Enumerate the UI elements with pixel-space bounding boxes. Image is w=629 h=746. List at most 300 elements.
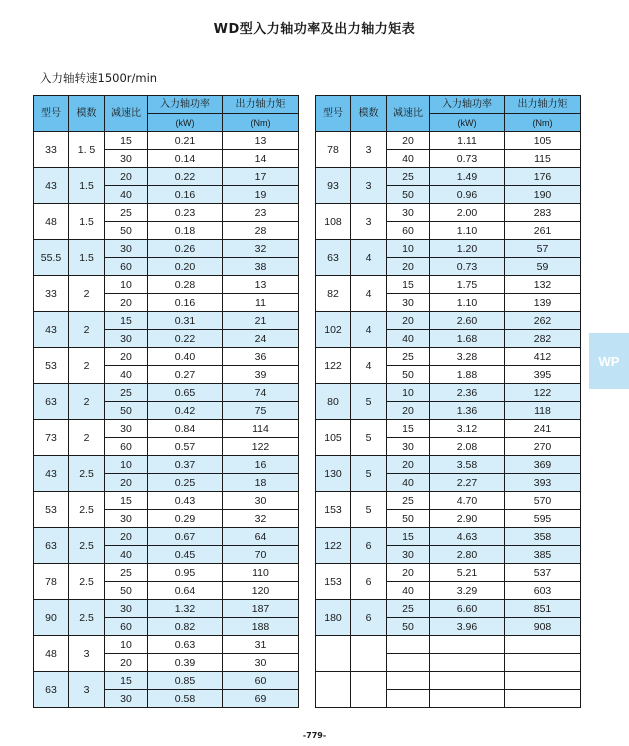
table-row xyxy=(316,348,581,366)
input-power-cell: 2.80 xyxy=(430,546,505,564)
ratio-cell: 10 xyxy=(387,240,430,258)
output-torque-cell: 28 xyxy=(223,222,299,240)
header-model: 型号 xyxy=(34,96,69,132)
header-module: 模数 xyxy=(69,96,105,132)
input-power-cell: 0.14 xyxy=(148,150,223,168)
output-torque-cell: 39 xyxy=(223,366,299,384)
module-cell: 5 xyxy=(351,456,387,492)
input-power-cell: 0.27 xyxy=(148,366,223,384)
table-row xyxy=(316,276,581,294)
header-module: 模数 xyxy=(351,96,387,132)
ratio-cell: 30 xyxy=(105,510,148,528)
input-power-cell: 0.20 xyxy=(148,258,223,276)
input-power-cell: 0.73 xyxy=(430,258,505,276)
input-power-cell: 0.45 xyxy=(148,546,223,564)
module-cell: 2.5 xyxy=(69,600,105,636)
empty-cell xyxy=(505,654,581,672)
table-row xyxy=(316,456,581,474)
ratio-cell: 30 xyxy=(105,690,148,708)
output-torque-cell: 30 xyxy=(223,654,299,672)
output-torque-cell: 851 xyxy=(505,600,581,618)
table-row xyxy=(316,240,581,258)
model-cell: 55.5 xyxy=(34,240,69,276)
model-cell: 153 xyxy=(316,564,351,600)
ratio-cell: 30 xyxy=(387,294,430,312)
input-power-cell: 0.18 xyxy=(148,222,223,240)
input-power-cell: 0.63 xyxy=(148,636,223,654)
input-power-cell: 1.10 xyxy=(430,222,505,240)
output-torque-cell: 64 xyxy=(223,528,299,546)
table-row xyxy=(316,384,581,402)
module-cell: 6 xyxy=(351,528,387,564)
module-cell: 2.5 xyxy=(69,492,105,528)
ratio-cell: 20 xyxy=(387,456,430,474)
input-power-cell: 2.08 xyxy=(430,438,505,456)
page-number: -779- xyxy=(302,731,327,740)
page-title: WD型入力轴功率及出力轴力矩表 xyxy=(213,22,416,37)
output-torque-cell: 13 xyxy=(223,276,299,294)
output-torque-cell: 139 xyxy=(505,294,581,312)
module-cell: 2 xyxy=(69,348,105,384)
header-output-torque: 出力轴力矩 xyxy=(223,96,299,114)
output-torque-cell: 270 xyxy=(505,438,581,456)
module-cell: 2 xyxy=(69,312,105,348)
module-cell: 4 xyxy=(351,240,387,276)
output-torque-cell: 11 xyxy=(223,294,299,312)
output-torque-cell: 18 xyxy=(223,474,299,492)
empty-cell xyxy=(316,672,351,708)
model-cell: 78 xyxy=(316,132,351,168)
power-torque-table-left xyxy=(33,95,299,708)
ratio-cell: 20 xyxy=(387,564,430,582)
input-power-cell: 3.28 xyxy=(430,348,505,366)
header-output-torque-unit: (Nm) xyxy=(505,114,581,132)
output-torque-cell: 132 xyxy=(505,276,581,294)
output-torque-cell: 283 xyxy=(505,204,581,222)
table-body-left xyxy=(34,132,299,708)
output-torque-cell: 110 xyxy=(223,564,299,582)
input-power-cell: 0.95 xyxy=(148,564,223,582)
model-cell: 122 xyxy=(316,348,351,384)
empty-cell xyxy=(430,690,505,708)
input-power-cell: 2.90 xyxy=(430,510,505,528)
input-power-cell: 1.75 xyxy=(430,276,505,294)
input-power-cell: 6.60 xyxy=(430,600,505,618)
input-power-cell: 0.85 xyxy=(148,672,223,690)
ratio-cell: 50 xyxy=(387,186,430,204)
input-power-cell: 0.65 xyxy=(148,384,223,402)
input-power-cell: 3.12 xyxy=(430,420,505,438)
ratio-cell: 50 xyxy=(387,510,430,528)
model-cell: 73 xyxy=(34,420,69,456)
header-input-power-unit: (kW) xyxy=(430,114,505,132)
ratio-cell: 30 xyxy=(105,150,148,168)
input-power-cell: 0.16 xyxy=(148,186,223,204)
ratio-cell: 20 xyxy=(105,528,148,546)
ratio-cell: 50 xyxy=(105,402,148,420)
header-ratio: 减速比 xyxy=(387,96,430,132)
output-torque-cell: 21 xyxy=(223,312,299,330)
module-cell: 4 xyxy=(351,276,387,312)
ratio-cell: 40 xyxy=(387,582,430,600)
output-torque-cell: 261 xyxy=(505,222,581,240)
output-torque-cell: 393 xyxy=(505,474,581,492)
ratio-cell: 30 xyxy=(105,420,148,438)
empty-cell xyxy=(351,636,387,672)
model-cell: 63 xyxy=(34,672,69,708)
input-power-cell: 1.10 xyxy=(430,294,505,312)
model-cell: 63 xyxy=(34,384,69,420)
model-cell: 122 xyxy=(316,528,351,564)
ratio-cell: 30 xyxy=(387,438,430,456)
input-power-cell: 0.21 xyxy=(148,132,223,150)
model-cell: 33 xyxy=(34,276,69,312)
header-input-power: 入力轴功率 xyxy=(148,96,223,114)
empty-cell xyxy=(505,690,581,708)
output-torque-cell: 118 xyxy=(505,402,581,420)
ratio-cell: 60 xyxy=(105,438,148,456)
input-power-cell: 1.20 xyxy=(430,240,505,258)
output-torque-cell: 395 xyxy=(505,366,581,384)
input-power-cell: 0.82 xyxy=(148,618,223,636)
input-power-cell: 2.60 xyxy=(430,312,505,330)
module-cell: 1.5 xyxy=(69,204,105,240)
table-row xyxy=(34,132,299,150)
output-torque-cell: 75 xyxy=(223,402,299,420)
module-cell: 3 xyxy=(69,636,105,672)
input-speed-caption: 入力轴转速1500r/min xyxy=(40,71,158,85)
output-torque-cell: 190 xyxy=(505,186,581,204)
output-torque-cell: 114 xyxy=(223,420,299,438)
empty-cell xyxy=(430,672,505,690)
output-torque-cell: 17 xyxy=(223,168,299,186)
ratio-cell: 30 xyxy=(387,546,430,564)
module-cell: 2 xyxy=(69,420,105,456)
ratio-cell: 15 xyxy=(105,492,148,510)
output-torque-cell: 19 xyxy=(223,186,299,204)
ratio-cell: 25 xyxy=(105,384,148,402)
output-torque-cell: 122 xyxy=(505,384,581,402)
ratio-cell: 60 xyxy=(105,618,148,636)
input-power-cell: 0.96 xyxy=(430,186,505,204)
module-cell: 2 xyxy=(69,384,105,420)
table-row xyxy=(316,528,581,546)
model-cell: 33 xyxy=(34,132,69,168)
table-row xyxy=(316,492,581,510)
module-cell: 6 xyxy=(351,600,387,636)
output-torque-cell: 115 xyxy=(505,150,581,168)
table-row xyxy=(316,168,581,186)
table-row xyxy=(34,312,299,330)
input-power-cell: 4.70 xyxy=(430,492,505,510)
model-cell: 82 xyxy=(316,276,351,312)
module-cell: 6 xyxy=(351,564,387,600)
table-row xyxy=(34,240,299,258)
input-power-cell: 0.84 xyxy=(148,420,223,438)
model-cell: 43 xyxy=(34,456,69,492)
ratio-cell: 40 xyxy=(387,330,430,348)
ratio-cell: 20 xyxy=(105,348,148,366)
module-cell: 1.5 xyxy=(69,240,105,276)
output-torque-cell: 120 xyxy=(223,582,299,600)
empty-cell xyxy=(316,636,351,672)
module-cell: 3 xyxy=(351,204,387,240)
empty-row xyxy=(316,636,581,654)
input-power-cell: 0.43 xyxy=(148,492,223,510)
model-cell: 43 xyxy=(34,312,69,348)
model-cell: 48 xyxy=(34,204,69,240)
input-power-cell: 0.31 xyxy=(148,312,223,330)
input-power-cell: 0.23 xyxy=(148,204,223,222)
ratio-cell: 20 xyxy=(105,474,148,492)
empty-cell xyxy=(351,672,387,708)
empty-cell xyxy=(387,636,430,654)
ratio-cell: 15 xyxy=(387,276,430,294)
ratio-cell: 25 xyxy=(105,564,148,582)
model-cell: 48 xyxy=(34,636,69,672)
empty-row xyxy=(316,672,581,690)
ratio-cell: 25 xyxy=(387,492,430,510)
module-cell: 5 xyxy=(351,420,387,456)
output-torque-cell: 59 xyxy=(505,258,581,276)
ratio-cell: 40 xyxy=(387,474,430,492)
output-torque-cell: 24 xyxy=(223,330,299,348)
ratio-cell: 20 xyxy=(387,312,430,330)
ratio-cell: 25 xyxy=(387,168,430,186)
output-torque-cell: 32 xyxy=(223,510,299,528)
module-cell: 2.5 xyxy=(69,456,105,492)
ratio-cell: 50 xyxy=(387,366,430,384)
input-power-cell: 2.27 xyxy=(430,474,505,492)
output-torque-cell: 31 xyxy=(223,636,299,654)
output-torque-cell: 57 xyxy=(505,240,581,258)
table-row xyxy=(34,420,299,438)
output-torque-cell: 358 xyxy=(505,528,581,546)
output-torque-cell: 13 xyxy=(223,132,299,150)
model-cell: 180 xyxy=(316,600,351,636)
model-cell: 108 xyxy=(316,204,351,240)
input-power-cell: 0.16 xyxy=(148,294,223,312)
table-row xyxy=(34,672,299,690)
output-torque-cell: 32 xyxy=(223,240,299,258)
output-torque-cell: 105 xyxy=(505,132,581,150)
table-row xyxy=(316,600,581,618)
output-torque-cell: 187 xyxy=(223,600,299,618)
output-torque-cell: 38 xyxy=(223,258,299,276)
input-power-cell: 3.58 xyxy=(430,456,505,474)
ratio-cell: 40 xyxy=(105,546,148,564)
module-cell: 2.5 xyxy=(69,564,105,600)
table-row xyxy=(34,636,299,654)
output-torque-cell: 23 xyxy=(223,204,299,222)
input-power-cell: 0.26 xyxy=(148,240,223,258)
ratio-cell: 25 xyxy=(387,348,430,366)
module-cell: 5 xyxy=(351,384,387,420)
model-cell: 102 xyxy=(316,312,351,348)
output-torque-cell: 74 xyxy=(223,384,299,402)
output-torque-cell: 603 xyxy=(505,582,581,600)
table-row xyxy=(34,456,299,474)
output-torque-cell: 262 xyxy=(505,312,581,330)
output-torque-cell: 908 xyxy=(505,618,581,636)
ratio-cell: 20 xyxy=(387,132,430,150)
ratio-cell: 20 xyxy=(387,402,430,420)
output-torque-cell: 69 xyxy=(223,690,299,708)
input-power-cell: 2.00 xyxy=(430,204,505,222)
ratio-cell: 60 xyxy=(105,258,148,276)
header-input-power-unit: (kW) xyxy=(148,114,223,132)
input-power-cell: 3.96 xyxy=(430,618,505,636)
ratio-cell: 15 xyxy=(105,672,148,690)
table-row xyxy=(34,204,299,222)
ratio-cell: 15 xyxy=(105,312,148,330)
model-cell: 130 xyxy=(316,456,351,492)
empty-cell xyxy=(430,654,505,672)
output-torque-cell: 369 xyxy=(505,456,581,474)
input-power-cell: 0.39 xyxy=(148,654,223,672)
input-power-cell: 1.11 xyxy=(430,132,505,150)
ratio-cell: 50 xyxy=(105,582,148,600)
model-cell: 93 xyxy=(316,168,351,204)
model-cell: 43 xyxy=(34,168,69,204)
model-cell: 105 xyxy=(316,420,351,456)
model-cell: 78 xyxy=(34,564,69,600)
empty-cell xyxy=(505,672,581,690)
table-row xyxy=(34,276,299,294)
input-power-cell: 0.58 xyxy=(148,690,223,708)
output-torque-cell: 176 xyxy=(505,168,581,186)
model-cell: 90 xyxy=(34,600,69,636)
table-row xyxy=(316,312,581,330)
ratio-cell: 40 xyxy=(105,366,148,384)
ratio-cell: 30 xyxy=(105,330,148,348)
module-cell: 3 xyxy=(69,672,105,708)
output-torque-cell: 537 xyxy=(505,564,581,582)
ratio-cell: 30 xyxy=(105,240,148,258)
ratio-cell: 30 xyxy=(105,600,148,618)
ratio-cell: 25 xyxy=(387,600,430,618)
table-row xyxy=(316,132,581,150)
empty-cell xyxy=(387,690,430,708)
output-torque-cell: 122 xyxy=(223,438,299,456)
module-cell: 1.5 xyxy=(69,168,105,204)
ratio-cell: 50 xyxy=(105,222,148,240)
ratio-cell: 50 xyxy=(387,618,430,636)
ratio-cell: 30 xyxy=(387,204,430,222)
output-torque-cell: 188 xyxy=(223,618,299,636)
ratio-cell: 15 xyxy=(105,132,148,150)
ratio-cell: 20 xyxy=(105,294,148,312)
output-torque-cell: 14 xyxy=(223,150,299,168)
module-cell: 2.5 xyxy=(69,528,105,564)
empty-cell xyxy=(387,654,430,672)
output-torque-cell: 241 xyxy=(505,420,581,438)
power-torque-table-right xyxy=(315,95,581,708)
table-row xyxy=(316,204,581,222)
input-power-cell: 0.42 xyxy=(148,402,223,420)
ratio-cell: 10 xyxy=(105,456,148,474)
input-power-cell: 0.28 xyxy=(148,276,223,294)
input-power-cell: 1.36 xyxy=(430,402,505,420)
input-power-cell: 1.88 xyxy=(430,366,505,384)
input-power-cell: 0.40 xyxy=(148,348,223,366)
ratio-cell: 25 xyxy=(105,204,148,222)
table-row xyxy=(34,600,299,618)
model-cell: 63 xyxy=(316,240,351,276)
model-cell: 53 xyxy=(34,348,69,384)
input-power-cell: 0.57 xyxy=(148,438,223,456)
ratio-cell: 10 xyxy=(105,276,148,294)
empty-cell xyxy=(430,636,505,654)
output-torque-cell: 60 xyxy=(223,672,299,690)
header-output-torque: 出力轴力矩 xyxy=(505,96,581,114)
header-ratio: 减速比 xyxy=(105,96,148,132)
table-row xyxy=(34,348,299,366)
input-power-cell: 4.63 xyxy=(430,528,505,546)
input-power-cell: 0.22 xyxy=(148,168,223,186)
output-torque-cell: 16 xyxy=(223,456,299,474)
output-torque-cell: 595 xyxy=(505,510,581,528)
output-torque-cell: 30 xyxy=(223,492,299,510)
output-torque-cell: 36 xyxy=(223,348,299,366)
empty-cell xyxy=(505,636,581,654)
module-cell: 3 xyxy=(351,168,387,204)
output-torque-cell: 570 xyxy=(505,492,581,510)
ratio-cell: 40 xyxy=(105,186,148,204)
output-torque-cell: 412 xyxy=(505,348,581,366)
input-power-cell: 0.22 xyxy=(148,330,223,348)
output-torque-cell: 385 xyxy=(505,546,581,564)
module-cell: 1. 5 xyxy=(69,132,105,168)
output-torque-cell: 70 xyxy=(223,546,299,564)
ratio-cell: 20 xyxy=(105,654,148,672)
input-power-cell: 0.37 xyxy=(148,456,223,474)
header-output-torque-unit: (Nm) xyxy=(223,114,299,132)
ratio-cell: 15 xyxy=(387,420,430,438)
table-body-right xyxy=(316,132,581,708)
model-cell: 63 xyxy=(34,528,69,564)
empty-cell xyxy=(387,672,430,690)
ratio-cell: 60 xyxy=(387,222,430,240)
table-row xyxy=(316,420,581,438)
input-power-cell: 3.29 xyxy=(430,582,505,600)
input-power-cell: 1.49 xyxy=(430,168,505,186)
module-cell: 2 xyxy=(69,276,105,312)
section-tab: WP xyxy=(589,333,629,389)
ratio-cell: 10 xyxy=(105,636,148,654)
ratio-cell: 40 xyxy=(387,150,430,168)
table-row xyxy=(34,564,299,582)
input-power-cell: 0.25 xyxy=(148,474,223,492)
model-cell: 53 xyxy=(34,492,69,528)
output-torque-cell: 282 xyxy=(505,330,581,348)
input-power-cell: 0.29 xyxy=(148,510,223,528)
header-input-power: 入力轴功率 xyxy=(430,96,505,114)
table-row xyxy=(34,528,299,546)
input-power-cell: 2.36 xyxy=(430,384,505,402)
input-power-cell: 0.64 xyxy=(148,582,223,600)
model-cell: 80 xyxy=(316,384,351,420)
ratio-cell: 20 xyxy=(387,258,430,276)
ratio-cell: 10 xyxy=(387,384,430,402)
table-row xyxy=(316,564,581,582)
table-row xyxy=(34,492,299,510)
header-model: 型号 xyxy=(316,96,351,132)
module-cell: 4 xyxy=(351,348,387,384)
module-cell: 4 xyxy=(351,312,387,348)
ratio-cell: 15 xyxy=(387,528,430,546)
input-power-cell: 0.73 xyxy=(430,150,505,168)
